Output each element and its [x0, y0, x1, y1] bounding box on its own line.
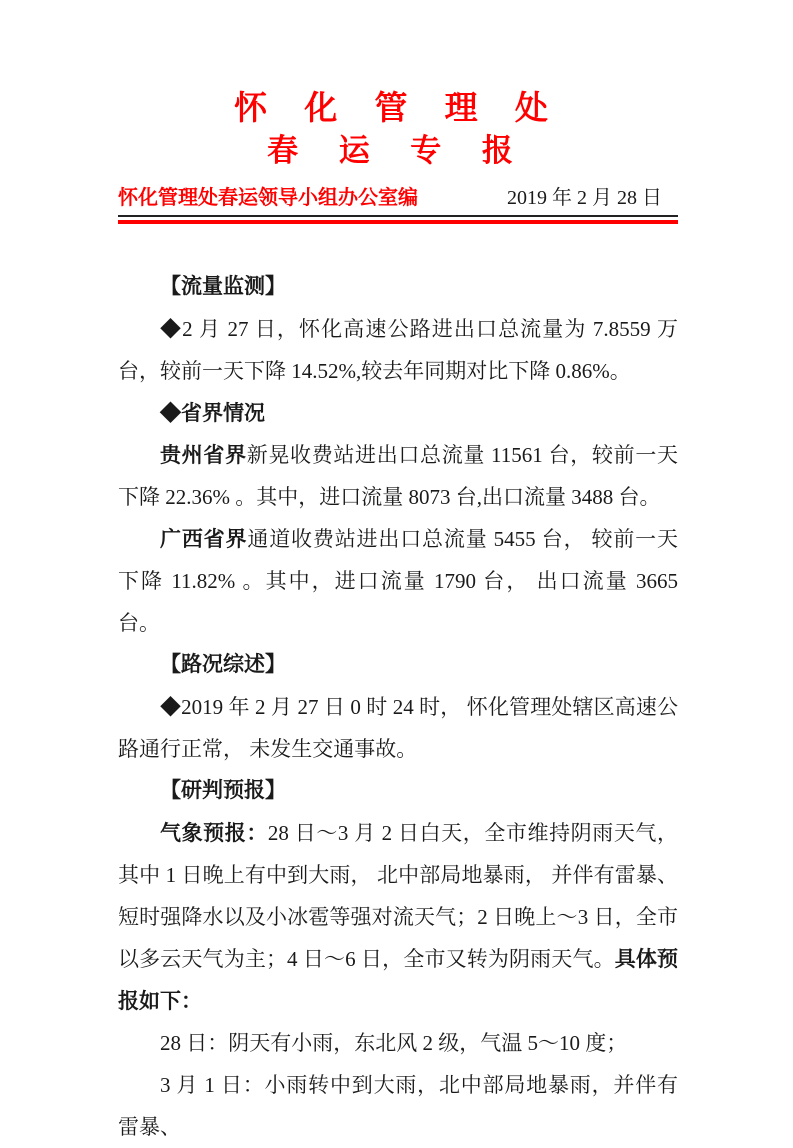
- para-forecast-28th: [118, 1022, 678, 1064]
- paragraph-text: 新晃收费站进出口总流量 11561 台，较前一天下降 22.36% 。其中，进口流量 8073 台,出口流量 3488 台。: [118, 442, 678, 509]
- paragraph-text: ◆2019 年 2 月 27 日 0 时 24 时， 怀化管理处辖区高速公路通行正常， 未发生交通事故。: [118, 694, 678, 761]
- report-title: 春 运 专 报: [267, 132, 529, 168]
- heading-text: 【研判预报】: [160, 778, 286, 802]
- document-body: [118, 266, 678, 1148]
- para-guangxi-border: [118, 518, 678, 644]
- byline-row: [118, 181, 678, 217]
- para-weather-forecast: [118, 812, 678, 1022]
- heading-text: 【流量监测】: [160, 274, 286, 298]
- paragraph-text: 通道收费站进出口总流量 5455 台， 较前一天下降 11.82% 。其中，进口流量 1790 台， 出口流量 3665 台。: [118, 526, 679, 635]
- heading-flow-monitoring: [118, 266, 678, 308]
- heading-forecast: [118, 770, 678, 812]
- para-total-flow: [118, 308, 678, 392]
- bold-lead: 气象预报：: [160, 820, 268, 845]
- para-forecast-mar1: [118, 1064, 678, 1148]
- paragraph-text: 28 日：阴天有小雨，东北风 2 级，气温 5～10 度；: [160, 1030, 628, 1055]
- bold-lead: 广西省界: [160, 526, 248, 551]
- bold-lead: 贵州省界: [160, 442, 247, 467]
- bold-tail: 具体预报如下：: [118, 946, 678, 1013]
- para-guizhou-border: [118, 434, 678, 518]
- org-title: 怀 化 管 理 处: [234, 89, 562, 126]
- heading-road-conditions: [118, 644, 678, 686]
- subheading-text: ◆省界情况: [160, 400, 265, 425]
- issue-date: 2019 年 2 月 28 日: [507, 186, 662, 209]
- heading-text: 【路况综述】: [160, 652, 286, 676]
- para-road-status: [118, 686, 678, 770]
- paragraph-text: 3 月 1 日：小雨转中到大雨，北中部局地暴雨，并伴有雷暴、: [118, 1072, 678, 1139]
- subheading-province-border: [118, 392, 678, 434]
- paragraph-text: ◆2 月 27 日，怀化高速公路进出口总流量为 7.8559 万台，较前一天下降 14.52%,较去年同期对比下降 0.86%。: [118, 316, 678, 383]
- header-red-divider: [118, 220, 678, 224]
- paragraph-text: 28 日～3 月 2 日白天，全市维持阴雨天气，其中 1 日晚上有中到大雨， 北中部局地暴雨， 并伴有雷暴、短时强降水以及小冰雹等强对流天气；2 日晚上～3 日，全市以多云天气为主；4 日～6 日，全市又转为阴雨天气。: [118, 820, 679, 971]
- byline-editor: 怀化管理处春运领导小组办公室编: [118, 186, 418, 209]
- document-header: [118, 88, 678, 224]
